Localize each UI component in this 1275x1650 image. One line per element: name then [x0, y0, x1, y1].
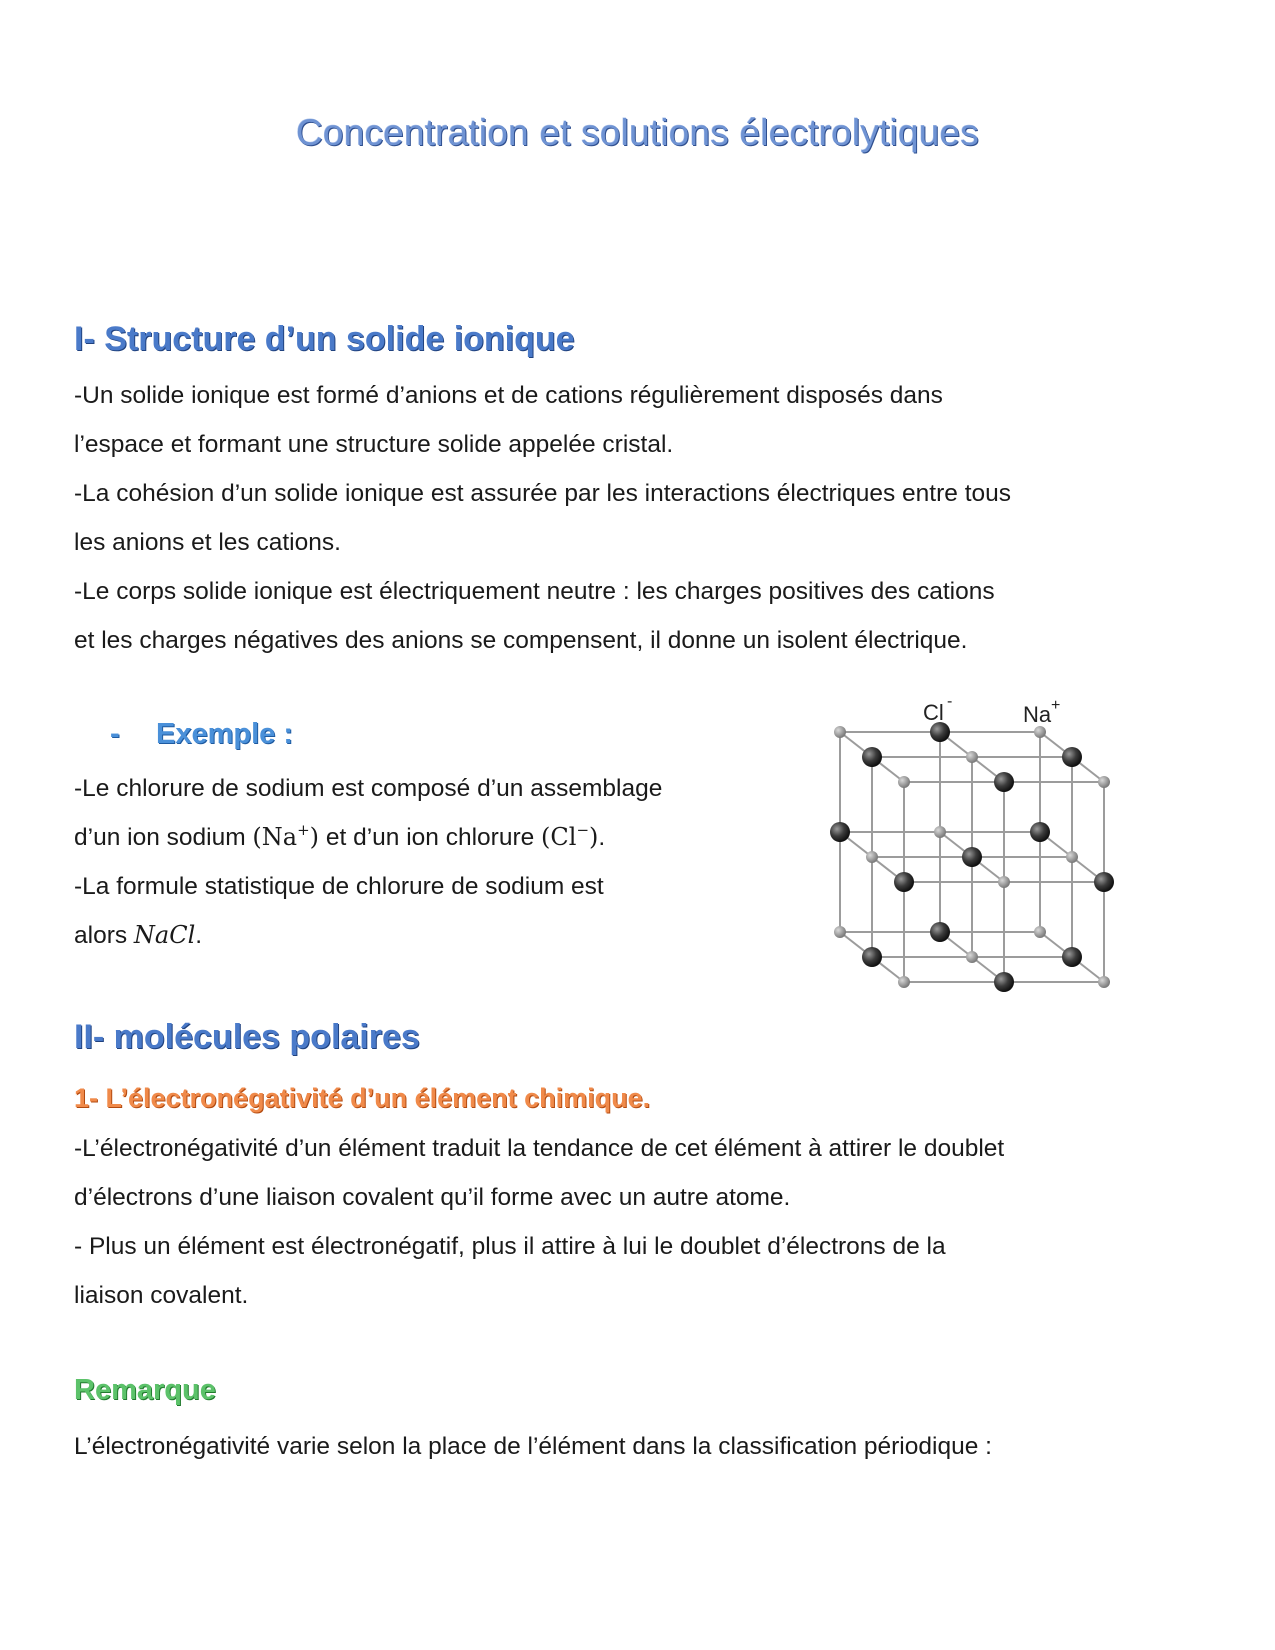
example-line: -Le chlorure de sodium est composé d’un assemblage	[74, 775, 663, 802]
nacl-crystal-diagram	[820, 690, 1130, 1000]
example-line: -La formule statistique de chlorure de sodium est	[74, 873, 604, 900]
chloride-ion-sphere	[862, 947, 882, 967]
example-heading-text: Exemple :	[156, 718, 293, 750]
example-line	[74, 813, 774, 862]
sodium-ion-sphere	[934, 826, 946, 838]
sodium-label-charge: +	[1051, 697, 1061, 714]
example-text: d’un ion sodium	[74, 824, 253, 851]
section2-line: liaison covalent.	[74, 1282, 249, 1309]
section1-line: -Le corps solide ionique est électriquement neutre : les charges positives des cations	[74, 578, 995, 605]
chloride-ion-sphere	[1062, 947, 1082, 967]
chloride-ion-sphere	[1094, 872, 1114, 892]
sodium-ion-sphere	[898, 976, 910, 988]
sodium-ion-sphere	[834, 926, 846, 938]
chloride-ion	[541, 823, 598, 851]
section1-line: et les charges négatives des anions se compensent, il donne un isolent électrique.	[74, 627, 968, 654]
example-dash: -	[110, 718, 120, 750]
example-text: alors	[74, 922, 134, 949]
section1-line: les anions et les cations.	[74, 529, 341, 556]
sodium-ion-sphere	[1034, 926, 1046, 938]
sodium-charge: +	[297, 821, 310, 839]
chloride-label: Cl	[923, 700, 944, 725]
sodium-ion-sphere	[966, 951, 978, 963]
section2-line: -L’électronégativité d’un élément traduit la tendance de cet élément à attirer le doublet	[74, 1135, 1005, 1162]
sodium-ion-symbol: (Na	[252, 823, 298, 851]
section2-line: d’électrons d’une liaison covalent qu’il forme avec un autre atome.	[74, 1184, 791, 1211]
section2-subheading: 1- L’électronégativité d’un élément chimique.	[74, 1083, 651, 1113]
chloride-label-charge: -	[947, 693, 953, 710]
chloride-ion-sphere	[994, 772, 1014, 792]
section2-line: - Plus un élément est électronégatif, plus il attire à lui le doublet d’électrons de la	[74, 1233, 946, 1260]
section1-line: -Un solide ionique est formé d’anions et de cations régulièrement disposés dans	[74, 382, 943, 409]
sodium-ion-sphere	[966, 751, 978, 763]
chloride-ion-sphere	[994, 972, 1014, 992]
paren: )	[309, 823, 320, 851]
section1-line: l’espace et formant une structure solide appelée cristal.	[74, 431, 674, 458]
section1-paragraph	[74, 371, 1214, 665]
example-text: et d’un ion chlorure	[319, 824, 542, 851]
chloride-ion-sphere	[930, 722, 950, 742]
sodium-ion-sphere	[1066, 851, 1078, 863]
example-text: .	[598, 824, 606, 851]
sodium-ion	[252, 823, 319, 851]
chloride-ion-sphere	[1062, 747, 1082, 767]
lattice-atoms	[830, 722, 1114, 992]
chloride-ion-sphere	[1030, 822, 1050, 842]
chloride-charge: −	[576, 821, 590, 839]
section2-paragraph	[74, 1124, 1214, 1320]
example-heading	[110, 718, 293, 751]
chloride-ion-sphere	[862, 747, 882, 767]
chloride-ion-sphere	[930, 922, 950, 942]
sodium-ion-sphere	[834, 726, 846, 738]
chloride-ion-sphere	[830, 822, 850, 842]
chloride-ion-sphere	[962, 847, 982, 867]
sodium-ion-sphere	[998, 876, 1010, 888]
example-text: .	[195, 922, 203, 949]
example-line	[74, 911, 774, 960]
remark-heading: Remarque	[74, 1374, 216, 1406]
page-title: Concentration et solutions électrolytiques	[296, 112, 979, 153]
sodium-ion-sphere	[1098, 976, 1110, 988]
nacl-formula: NaCl	[133, 921, 196, 949]
paren: )	[589, 823, 599, 851]
sodium-ion-sphere	[866, 851, 878, 863]
example-paragraph	[74, 764, 774, 960]
sodium-ion-sphere	[1098, 776, 1110, 788]
section1-line: -La cohésion d’un solide ionique est assurée par les interactions électriques entre tous	[74, 480, 1012, 507]
section2-heading: II- molécules polaires	[74, 1018, 420, 1056]
section1-heading: I- Structure d’un solide ionique	[74, 320, 575, 358]
sodium-label: Na	[1023, 702, 1052, 727]
remark-line: L’électronégativité varie selon la place de l’élément dans la classification périodique :	[74, 1433, 992, 1460]
sodium-ion-sphere	[898, 776, 910, 788]
chloride-ion-sphere	[894, 872, 914, 892]
sodium-ion-sphere	[1034, 726, 1046, 738]
chloride-ion-symbol: (Cl	[541, 823, 577, 851]
